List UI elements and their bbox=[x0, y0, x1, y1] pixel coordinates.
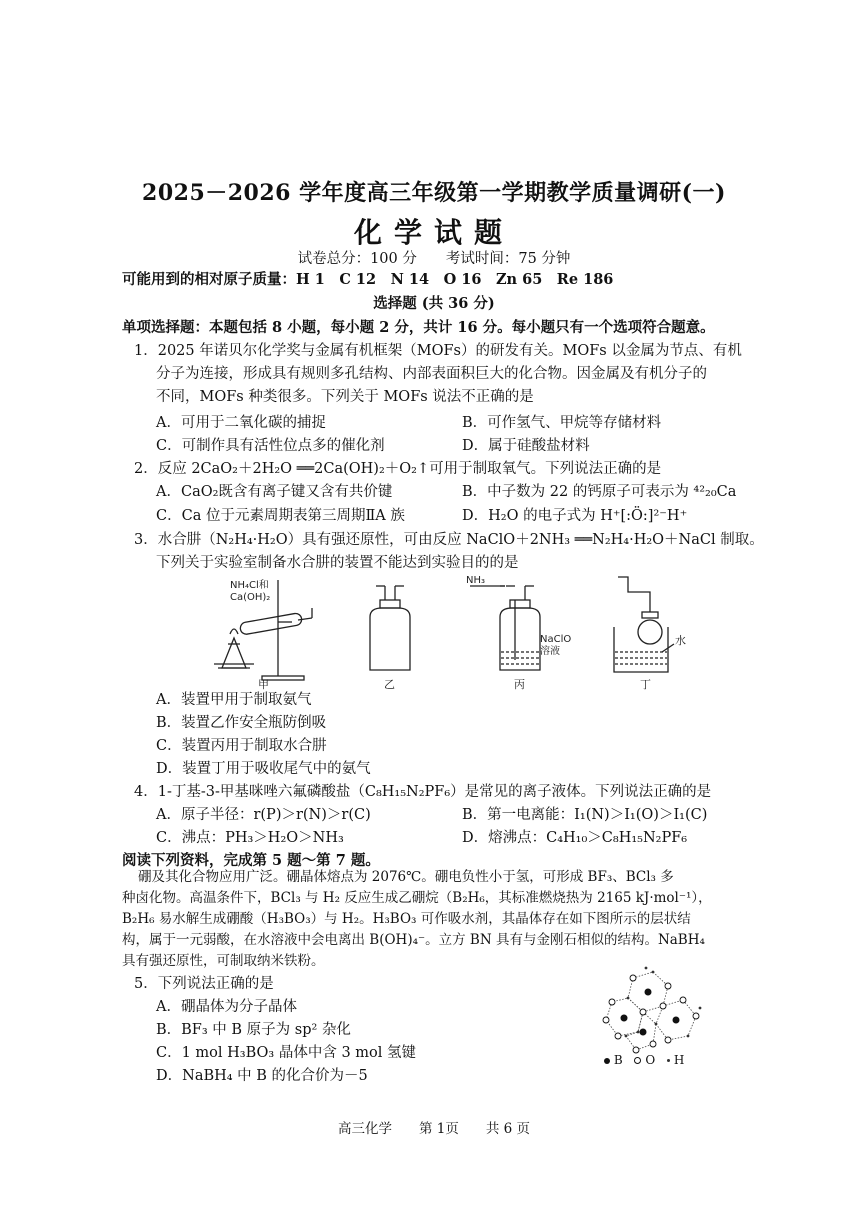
label-apparatus-c: 丙 bbox=[514, 678, 525, 690]
naclo-label-2: 溶液 bbox=[540, 646, 560, 657]
q2-option-c[interactable]: C．Ca 位于元素周期表第三周期ⅡA 族 bbox=[156, 508, 405, 524]
apparatus-d bbox=[614, 577, 674, 672]
oxygen-legend-icon bbox=[634, 1057, 641, 1064]
atomic-mass-line: 可能用到的相对原子质量：H 1 C 12 N 14 O 16 Zn 65 Re 186 bbox=[122, 271, 614, 288]
legend-o: O bbox=[645, 1053, 656, 1067]
label-apparatus-a: 甲 bbox=[258, 678, 269, 690]
q3-apparatus-figure bbox=[200, 572, 700, 690]
boron-legend-icon bbox=[604, 1058, 610, 1064]
q1-option-c[interactable]: C．可制作具有活性位点多的催化剂 bbox=[156, 438, 385, 454]
oxygen-atoms bbox=[603, 975, 699, 1053]
q5-option-b[interactable]: B．BF₃ 中 B 原子为 sp² 杂化 bbox=[156, 1022, 351, 1038]
q5-option-a[interactable]: A．硼晶体为分子晶体 bbox=[156, 999, 297, 1015]
reading-line-1: 硼及其化合物应用广泛。硼晶体熔点为 2076℃。硼电负性小于氢，可形成 BF₃、BCl₃ 多 bbox=[138, 869, 674, 885]
page-footer: 高三化学 第 1页 共 6 页 bbox=[337, 1121, 531, 1137]
naclo-label-1: NaClO bbox=[540, 634, 572, 645]
reading-line-2: 种卤化物。高温条件下，BCl₃ 与 H₂ 反应生成乙硼烷（B₂H₆，其标准燃烧热为 2165 kJ·mol⁻¹）， bbox=[122, 890, 712, 906]
q2-option-d[interactable]: D．H₂O 的电子式为 H⁺[:Ö:]²⁻H⁺ bbox=[462, 508, 688, 524]
q3-option-c[interactable]: C．装置丙用于制取水合肼 bbox=[156, 738, 327, 754]
q1-stem-line3: 不同，MOFs 种类很多。下列关于 MOFs 说法不正确的是 bbox=[156, 389, 534, 405]
q4-stem: 4．1-丁基-3-甲基咪唑六氟磷酸盐（C₈H₁₅N₂PF₆）是常见的离子液体。下列说法正确的是 bbox=[134, 784, 712, 800]
subject-title: 化学试题 bbox=[353, 216, 514, 249]
apparatus-c bbox=[470, 586, 540, 670]
label-apparatus-b: 乙 bbox=[384, 678, 395, 690]
q1-stem-line1: 1．2025 年诺贝尔化学奖与金属有机框架（MOFs）的研发有关。MOFs 以金属为节点、有机 bbox=[134, 343, 742, 359]
instruction-line: 单项选择题：本题包括 8 小题，每小题 2 分，共计 16 分。每小题只有一个选项符合题意。 bbox=[122, 319, 715, 336]
structure-legend bbox=[604, 1051, 684, 1069]
q5-stem: 5．下列说法正确的是 bbox=[134, 976, 274, 992]
q3-stem-line2: 下列关于实验室制备水合肼的装置不能达到实验目的的是 bbox=[156, 555, 519, 571]
q5-option-c[interactable]: C．1 mol H₃BO₃ 晶体中含 3 mol 氢键 bbox=[156, 1045, 417, 1061]
legend-b: B bbox=[613, 1053, 623, 1067]
legend-h: H bbox=[673, 1053, 685, 1067]
q5-option-d[interactable]: D．NaBH₄ 中 B 的化合价为－5 bbox=[156, 1068, 368, 1084]
q3-option-a[interactable]: A．装置甲用于制取氨气 bbox=[156, 692, 312, 708]
reagent-label-1: NH₄Cl和 bbox=[230, 580, 269, 591]
q3-option-d[interactable]: D．装置丁用于吸收尾气中的氨气 bbox=[156, 761, 371, 777]
apparatus-b bbox=[370, 586, 410, 670]
q4-option-a[interactable]: A．原子半径：r(P)＞r(N)＞r(C) bbox=[156, 807, 371, 823]
hydrogen-legend-icon bbox=[667, 1059, 670, 1062]
q2-option-a[interactable]: A．CaO₂既含有离子键又含有共价键 bbox=[156, 484, 393, 500]
reading-intro: 阅读下列资料，完成第 5 题～第 7 题。 bbox=[122, 852, 380, 869]
q2-stem: 2．反应 2CaO₂＋2H₂O ══2Ca(OH)₂＋O₂↑可用于制取氧气。下列说法正确的是 bbox=[134, 461, 662, 477]
reading-line-4: 构，属于一元弱酸，在水溶液中会电离出 B(OH)₄⁻。立方 BN 具有与金刚石相似的结构。NaBH₄ bbox=[122, 932, 705, 948]
water-label: 水 bbox=[675, 634, 686, 647]
q4-option-b[interactable]: B．第一电离能：I₁(N)＞I₁(O)＞I₁(C) bbox=[462, 807, 708, 823]
reading-line-5: 具有强还原性，可制取纳米铁粉。 bbox=[122, 953, 325, 969]
q2-option-b[interactable]: B．中子数为 22 的钙原子可表示为 ⁴²₂₀Ca bbox=[462, 484, 737, 500]
reading-line-3: B₂H₆ 易水解生成硼酸（H₃BO₃）与 H₂。H₃BO₃ 可作吸水剂，其晶体存在如下图所示的层状结 bbox=[122, 911, 691, 927]
q1-option-a[interactable]: A．可用于二氧化碳的捕捉 bbox=[156, 415, 326, 431]
q3-stem-line1: 3．水合肼（N₂H₄·H₂O）具有强还原性，可由反应 NaClO＋2NH₃ ══N₂H₄·H₂O＋NaCl 制取。 bbox=[134, 532, 764, 548]
nh3-label: NH₃ bbox=[466, 575, 486, 586]
label-apparatus-d: 丁 bbox=[640, 678, 651, 690]
q4-option-c[interactable]: C．沸点：PH₃＞H₂O＞NH₃ bbox=[156, 830, 344, 846]
q1-stem-line2: 分子为连接，形成具有规则多孔结构、内部表面积巨大的化合物。因金属及有机分子的 bbox=[156, 366, 707, 382]
boron-atoms bbox=[621, 989, 680, 1036]
reagent-label-2: Ca(OH)₂ bbox=[230, 592, 271, 603]
q1-option-d[interactable]: D．属于硅酸盐材料 bbox=[462, 438, 590, 454]
q4-option-d[interactable]: D．熔沸点：C₄H₁₀＞C₈H₁₅N₂PF₆ bbox=[462, 830, 688, 846]
q1-option-b[interactable]: B．可作氢气、甲烷等存储材料 bbox=[462, 415, 662, 431]
exam-title: 2025－2026 学年度高三年级第一学期教学质量调研(一) bbox=[142, 180, 726, 206]
section-heading: 选择题 (共 36 分) bbox=[373, 295, 495, 312]
q3-option-b[interactable]: B．装置乙作安全瓶防倒吸 bbox=[156, 715, 327, 731]
score-info: 试卷总分：100 分 考试时间：75 分钟 bbox=[297, 251, 571, 267]
